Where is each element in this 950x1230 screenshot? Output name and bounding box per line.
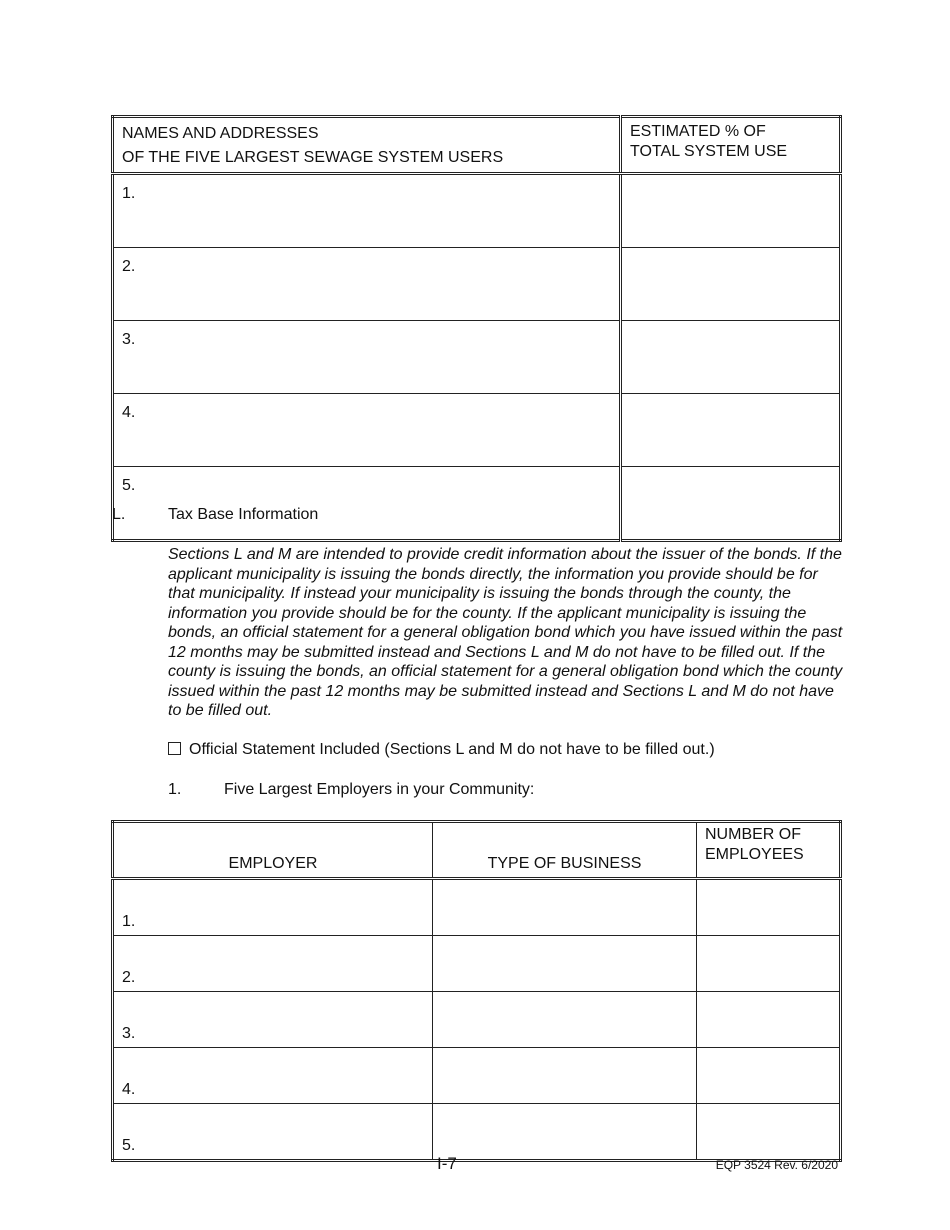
sewage-user-name-field[interactable]: 3. [113, 321, 621, 394]
sewage-user-percent-field[interactable] [621, 467, 841, 541]
sewage-users-table [111, 115, 842, 542]
employee-count-field[interactable] [697, 1048, 841, 1104]
business-type-field[interactable] [433, 1048, 697, 1104]
sewage-user-percent-field[interactable] [621, 248, 841, 321]
employer-name-field[interactable]: 4. [113, 1048, 433, 1104]
employee-count-field[interactable] [697, 1104, 841, 1161]
official-statement-checkbox[interactable] [168, 742, 181, 755]
employers-table-row [113, 1048, 841, 1104]
employee-count-field[interactable] [697, 879, 841, 936]
item-number: 1. [168, 781, 182, 798]
sewage-header-percent-line2: TOTAL SYSTEM USE [630, 143, 788, 160]
official-statement-option [168, 741, 715, 759]
sewage-user-name-field[interactable]: 2. [113, 248, 621, 321]
employer-name-field[interactable]: 1. [113, 879, 433, 936]
section-label: L. [112, 506, 126, 523]
employer-name-field[interactable]: 2. [113, 936, 433, 992]
employer-name-field[interactable]: 5. [113, 1104, 433, 1161]
employers-table-row [113, 879, 841, 936]
sewage-table-row [113, 321, 841, 394]
sewage-header-names [113, 117, 621, 174]
official-statement-label: Official Statement Included (Sections L and M do not have to be filled out.) [189, 741, 715, 758]
sewage-user-percent-field[interactable] [621, 174, 841, 248]
employers-table-row [113, 992, 841, 1048]
form-id: EQP 3524 Rev. 6/2020 [715, 1158, 838, 1172]
business-type-field[interactable] [433, 936, 697, 992]
item-label: Five Largest Employers in your Community: [224, 781, 535, 798]
employer-name-field[interactable]: 3. [113, 992, 433, 1048]
business-type-field[interactable] [433, 992, 697, 1048]
business-type-field[interactable] [433, 1104, 697, 1161]
page-number: I-7 [437, 1154, 457, 1173]
employee-count-header-line1: NUMBER OF [705, 826, 801, 843]
sewage-table-row [113, 394, 841, 467]
business-type-field[interactable] [433, 879, 697, 936]
employers-table-row [113, 936, 841, 992]
employee-count-field[interactable] [697, 992, 841, 1048]
employers-table-header [113, 822, 841, 879]
sewage-table-row [113, 174, 841, 248]
employers-table-row [113, 1104, 841, 1161]
sewage-table-header [113, 117, 841, 174]
business-type-header: TYPE OF BUSINESS [433, 822, 697, 879]
sewage-user-percent-field[interactable] [621, 321, 841, 394]
sewage-user-name-field[interactable]: 1. [113, 174, 621, 248]
sewage-user-percent-field[interactable] [621, 394, 841, 467]
sewage-header-names-line2: OF THE FIVE LARGEST SEWAGE SYSTEM USERS [122, 149, 504, 166]
sewage-user-name-field[interactable]: 5. [113, 467, 621, 541]
section-instructions: Sections L and M are intended to provide credit information about the issuer of the bonds. If the applicant municipality is issuing the bonds directly, the information you provide should be for that municipality. If instead your municipality is issuing the bonds through the county, the information you provide should be for the county. If the applicant municipality is issuing the bonds, an official statement for a general obligation bond which you have issued within the past 12 months may be submitted instead and Sections L and M do not have to be filled out. If the county is issuing the bonds, an official statement for a general obligation bond which the county issued within the past 12 months may be submitted instead and Sections L and M do not have to be filled out. [168, 546, 843, 719]
employee-count-field[interactable] [697, 936, 841, 992]
employee-count-header [697, 822, 841, 879]
sewage-table-row [113, 467, 841, 541]
section-title: Tax Base Information [168, 506, 319, 523]
sewage-header-percent [621, 117, 841, 174]
employer-header: EMPLOYER [113, 822, 433, 879]
sewage-header-percent-line1: ESTIMATED % OF [630, 123, 766, 140]
sewage-user-name-field[interactable]: 4. [113, 394, 621, 467]
sewage-table-row [113, 248, 841, 321]
employee-count-header-line2: EMPLOYEES [705, 846, 804, 863]
employers-table [111, 820, 842, 1162]
sewage-header-names-line1: NAMES AND ADDRESSES [122, 125, 319, 142]
